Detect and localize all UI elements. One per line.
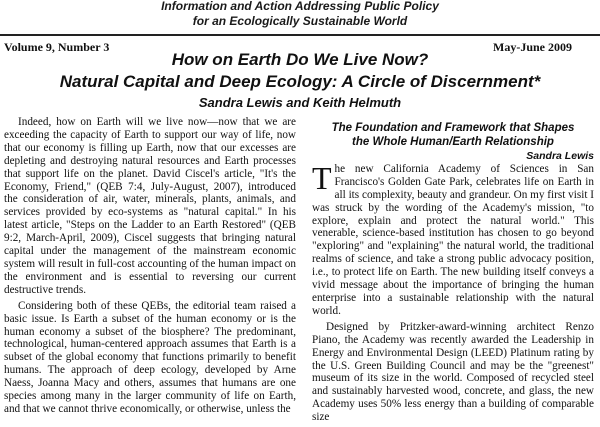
masthead-tagline-line2: for an Ecologically Sustainable World <box>192 14 408 28</box>
section-title-line2: the Whole Human/Earth Relationship <box>352 136 554 148</box>
left-paragraph-1: Indeed, how on Earth will we live now—now that we are exceeding the capacity of Earth to support our way of life, now that our economy is filling up Earth, now that our excesses are depleting and destroying natural resources and Earth processes that support life on the planet. David Ciscel's article, "It's the Economy, Friend," (QEB 7:4, July-August, 2007), introduced the consideration of air, water, minerals, plants, animals, and services provided by eco-systems as "natural capital." In his latest article, "Steps on the Ladder to an Earth Restored" (QEB 9:2, March-April, 2009), Ciscel suggests that bringing natural capital under the management of the mainstream economic system will result in full-cost accounting of the human impact on the environment and is essential to reversing our current destructive trends. <box>4 116 296 296</box>
right-paragraph-2: Designed by Pritzker-award-winning architect Renzo Piano, the Academy was recently awarded the Leadership in Energy and Environmental Design (LEED) Platinum rating by the U.S. Green Building Council and may be the "greenest" museum of its size in the world. Composed of recycled steel and sustainably harvested wood, concrete, and glass, the new Academy uses 50% less energy than a building of comparable size <box>312 320 594 424</box>
right-paragraph-1 <box>312 159 594 318</box>
article-title-line2: Natural Capital and Deep Ecology: A Circle of Discernment* <box>59 72 541 91</box>
drop-cap: T <box>312 159 332 196</box>
right-column <box>312 121 594 427</box>
header-rule <box>0 34 600 36</box>
section-title-line1: The Foundation and Framework that Shapes <box>331 122 575 134</box>
issue-date: May-June 2009 <box>493 40 572 54</box>
article-authors: Sandra Lewis and Keith Helmuth <box>198 95 402 110</box>
left-paragraph-2: Considering both of these QEBs, the editorial team raised a basic issue. Is Earth a subset of the human economy or is the human economy a subset of the biosphere? The predominant, technological, human-centered approach assumes that Earth is a subset of the global economy that functions primarily to benefit humans. The approach of deep ecology, developed by Arne Naess, Joanna Macy and others, assumes that humans are one species among many in the larger community of life on Earth, and that we cannot thrive economically, or otherwise, unless the <box>4 299 296 415</box>
section-byline: Sandra Lewis <box>526 150 594 162</box>
article-title-line1: How on Earth Do We Live Now? <box>171 50 429 69</box>
left-column <box>4 116 296 419</box>
right-paragraph-1-text: he new California Academy of Sciences in San Francisco's Golden Gate Park, celebrates life on Earth in all its complexity, beauty and grandeur. On my first visit I was struck by the wording of the Academy's mission, "to explore, explain and protect the natural world." This venerable, science-based institution has chosen to go beyond "exploring" and "explaining" the natural world, the traditional realms of science, and take a strong public advocacy position, i.e., to protect life on Earth. The new building itself conveys a vivid message about the importance of bringing the human enterprise into a sustainable relationship with the natural world. <box>312 162 594 317</box>
masthead-tagline-line1: Information and Action Addressing Public Policy <box>161 0 439 13</box>
issue-volume: Volume 9, Number 3 <box>4 40 110 54</box>
